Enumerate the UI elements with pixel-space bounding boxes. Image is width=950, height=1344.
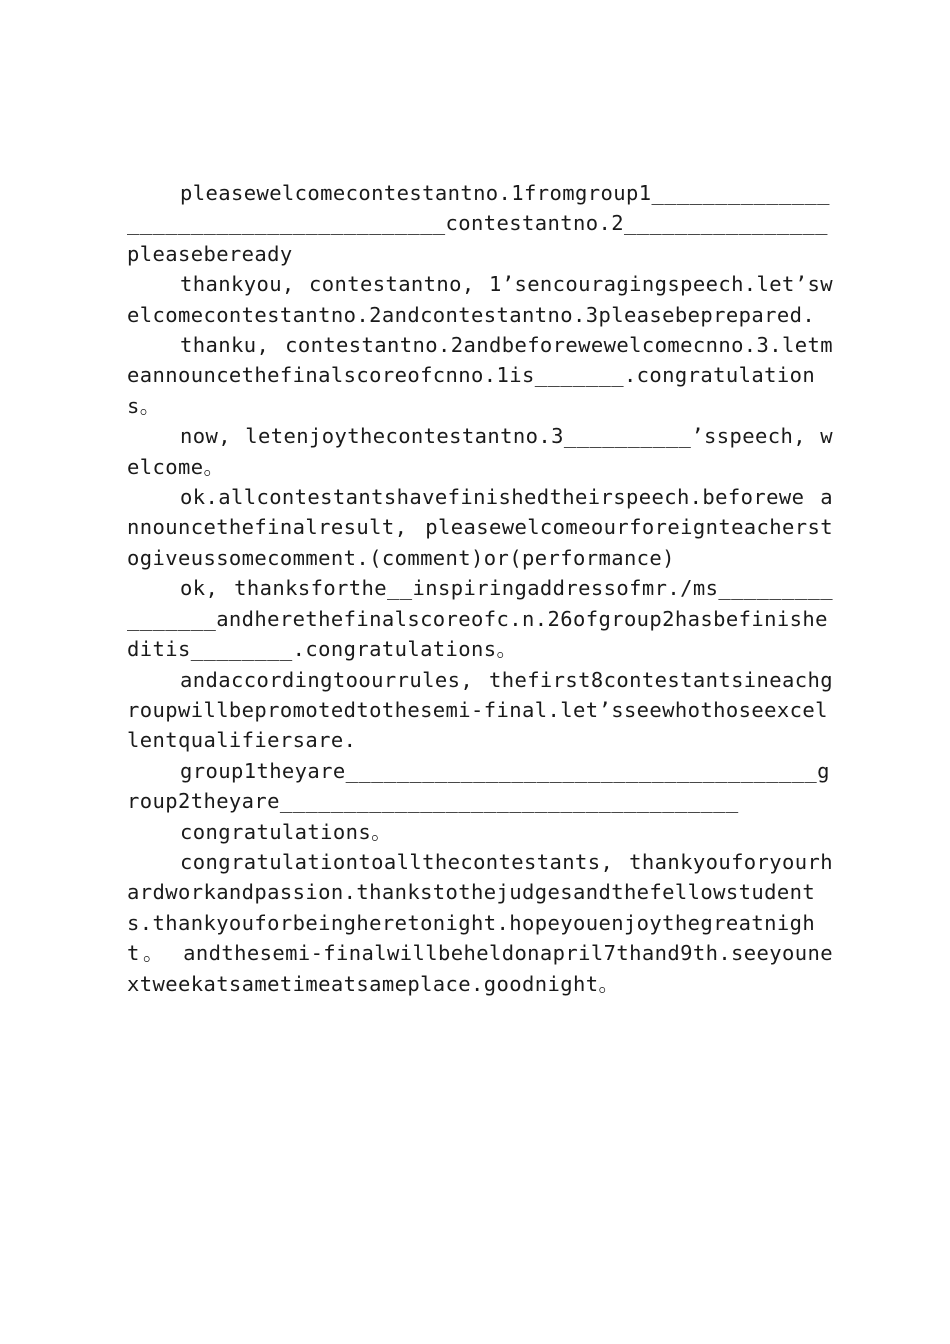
paragraph-thank-contestant-1: thankyou, contestantno, 1’sencouragingspeech.let’swelcomecontestantno.2andcontestantno.3pleasebeprepared. (127, 272, 833, 327)
paragraph-closing: congratulationtoallthecontestants, thankyouforyourhardworkandpassion.thankstothejudgesandthefellowstudents.thankyouforbeingheretonight.hopeyouenjoythegreatnight。 andthesemi-finalwillbeheldonapril7thand9th.seeyounextweekatsametimeatsameplace.goodnight。 (127, 849, 833, 996)
paragraph-contestant-3: now, letenjoythecontestantno.3__________’sspeech, welcome。 (127, 424, 833, 479)
paragraph-foreign-teachers: ok.allcontestantshavefinishedtheirspeech.beforewe announcethefinalresult, pleasewelcomeourforeignteacherstogiveussomecomment.(comment)or(performance) (127, 485, 833, 570)
paragraph-rules-semi-final: andaccordingtoourrules, thefirst8contestantsineachgroupwillbepromotedtothesemi-final.let’sseewhothoseexcellentqualifiersare. (127, 667, 833, 753)
paragraph-announce-score-1: thanku, contestantno.2andbeforewewelcomecnno.3.letmeannouncethefinalscoreofcnno.1is_______.congratulations。 (127, 333, 833, 418)
paragraph-final-score-26: ok, thanksforthe__inspiringaddressofmr./ms________________andherethefinalscoreofc.n.26ofgroup2hasbefinisheditis________.congratulations。 (127, 576, 833, 662)
paragraph-qualifier-groups: group1theyare_____________________________________group2theyare____________________________________ (127, 758, 830, 814)
paragraph-welcome-contestant-1: pleasewelcomecontestantno.1fromgroup1_______________________________________contestantno.2________________pleasebeready (127, 181, 830, 266)
document-body (127, 178, 833, 999)
paragraph-congratulations: congratulations。 (180, 819, 393, 844)
